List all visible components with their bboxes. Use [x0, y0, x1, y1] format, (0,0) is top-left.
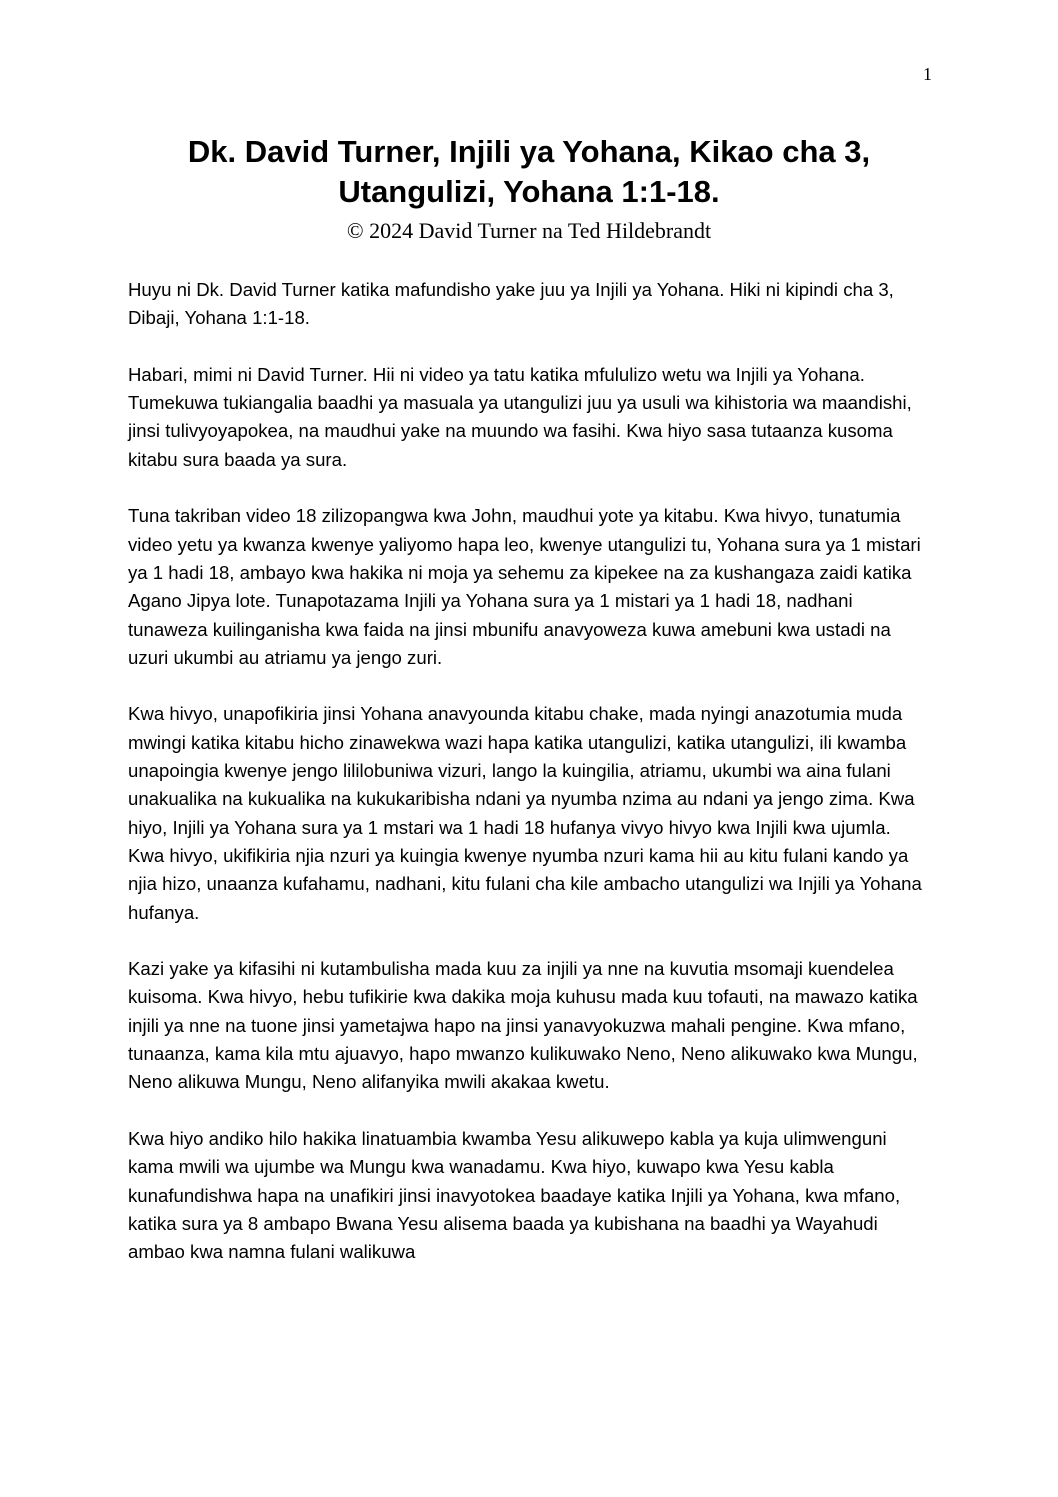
paragraph: Tuna takriban video 18 zilizopangwa kwa John, maudhui yote ya kitabu. Kwa hivyo, tunatumia video yetu ya kwanza kwenye yaliyomo hapa leo, kwenye utangulizi tu, Yohana sura ya 1 mistari ya 1 hadi 18, ambayo kwa hakika ni moja ya sehemu za kipekee na za kushangaza zaidi katika Agano Jipya lote. Tunapotazama Injili ya Yohana sura ya 1 mistari ya 1 hadi 18, nadhani tunaweza kuilinganisha kwa faida na jinsi mbunifu anavyoweza kuwa amebuni kwa ustadi na uzuri ukumbi au atriamu ya jengo zuri.	[128, 505, 921, 668]
page-number: 1	[923, 64, 932, 84]
document-header	[128, 132, 930, 246]
paragraph: Habari, mimi ni David Turner. Hii ni video ya tatu katika mfululizo wetu wa Injili ya Yohana. Tumekuwa tukiangalia baadhi ya masuala ya utangulizi juu ya usuli wa kihistoria wa maandishi, jinsi tulivyoyapokea, na maudhui yake na muundo wa fasihi. Kwa hiyo sasa tutaanza kusoma kitabu sura baada ya sura.	[128, 363, 912, 470]
paragraph-intro: Huyu ni Dk. David Turner katika mafundisho yake juu ya Injili ya Yohana. Hiki ni kipindi cha 3, Dibaji, Yohana 1:1-18.	[128, 279, 894, 329]
paragraph: Kwa hiyo andiko hilo hakika linatuambia kwamba Yesu alikuwepo kabla ya kuja ulimwenguni kama mwili wa ujumbe wa Mungu kwa wanadamu. Kwa hiyo, kuwapo kwa Yesu kabla kunafundishwa hapa na unafikiri jinsi inavyotokea baadaye katika Injili ya Yohana, kwa mfano, katika sura ya 8 ambapo Bwana Yesu alisema baada ya kubishana na baadhi ya Wayahudi ambao kwa namna fulani walikuwa	[128, 1127, 901, 1263]
document-title: Dk. David Turner, Injili ya Yohana, Kikao cha 3, Utangulizi, Yohana 1:1-18.	[187, 134, 871, 209]
document-body	[128, 276, 930, 1295]
copyright-line: © 2024 David Turner na Ted Hildebrandt	[346, 218, 712, 243]
paragraph: Kazi yake ya kifasihi ni kutambulisha mada kuu za injili ya nne na kuvutia msomaji kuendelea kuisoma. Kwa hivyo, hebu tufikirie kwa dakika moja kuhusu mada kuu tofauti, na mawazo katika injili ya nne na tuone jinsi yametajwa hapo na jinsi yanavyokuzwa mahali pengine. Kwa mfano, tunaanza, kama kila mtu ajuavyo, hapo mwanzo kulikuwako Neno, Neno alikuwako kwa Mungu, Neno alikuwa Mungu, Neno alifanyika mwili akakaa kwetu.	[128, 958, 918, 1093]
paragraph: Kwa hivyo, unapofikiria jinsi Yohana anavyounda kitabu chake, mada nyingi anazotumia muda mwingi katika kitabu hicho zinawekwa wazi hapa katika utangulizi, katika utangulizi, ili kwamba unapoingia kwenye jengo lililobuniwa vizuri, lango la kuingilia, atriamu, ukumbi wa aina fulani unakualika na kukualika na kukukaribisha ndani ya nyumba nzima au ndani ya jengo zima. Kwa hiyo, Injili ya Yohana sura ya 1 mstari wa 1 hadi 18 hufanya vivyo hivyo kwa Injili kwa ujumla. Kwa hivyo, ukifikiria njia nzuri ya kuingia kwenye nyumba nzuri kama hii au kitu fulani kando ya njia hizo, unaanza kufahamu, nadhani, kitu fulani cha kile ambacho utangulizi wa Injili ya Yohana hufanya.	[128, 703, 922, 923]
